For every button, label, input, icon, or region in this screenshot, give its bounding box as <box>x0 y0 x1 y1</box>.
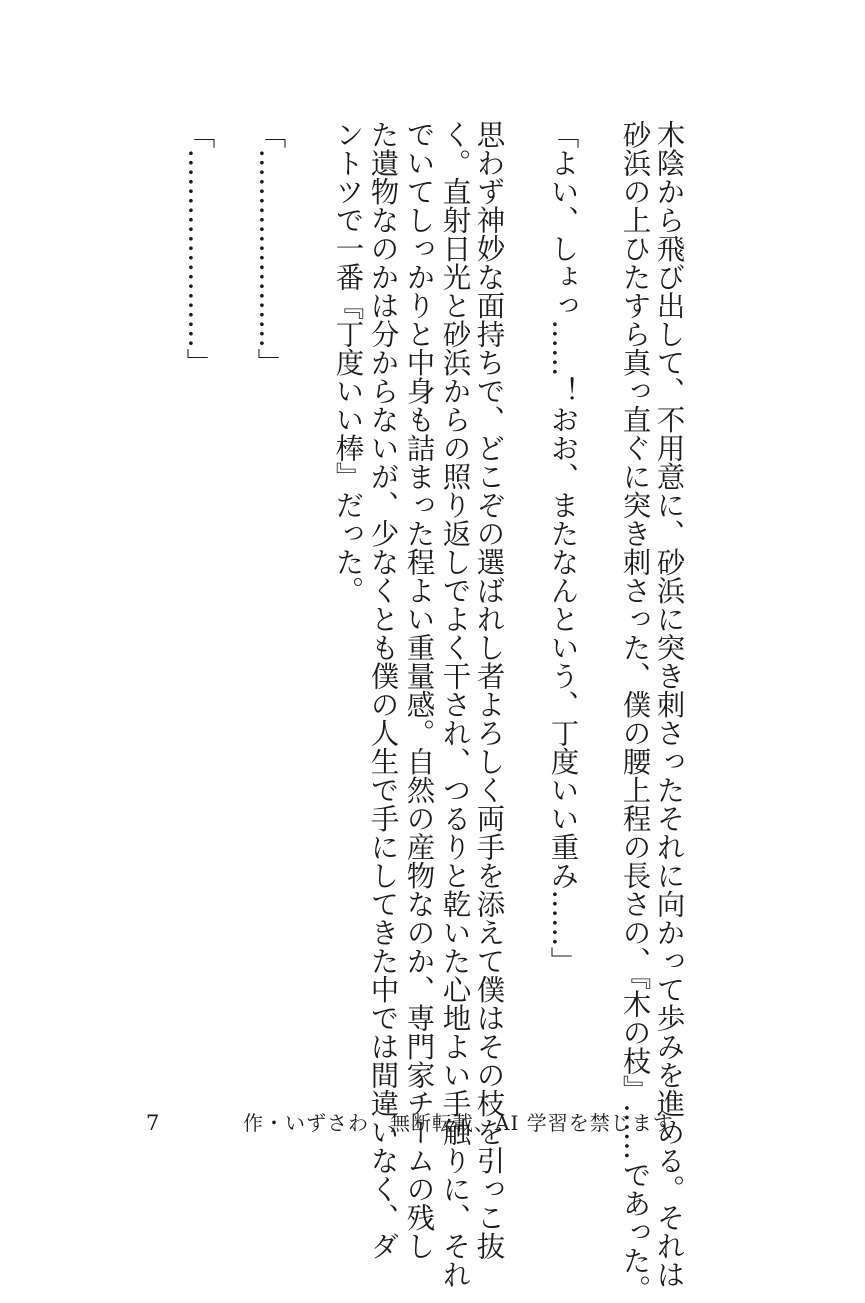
dialogue-column: 「…………………」 <box>253 120 287 377</box>
author-credit: 作・いずさわ 無断転載、AI 学習を禁じます <box>243 1111 674 1135</box>
text-column: く。直射日光と砂浜からの照り返しでよく干され、つるりと乾いた心地よい手触りに、それ <box>438 120 472 1289</box>
dialogue-column: 「よい、しょっ……！おお、またなんという、丁度いい重み……」 <box>546 120 580 975</box>
text-column: でいてしっかりと中身も詰まった程よい重量感。自然の産物なのか、専門家チームの残し <box>402 120 436 1260</box>
text-column: ントツで一番『丁度いい棒』だった。 <box>331 120 365 605</box>
text-column: 砂浜の上ひたすら真っ直ぐに突き刺さった、僕の腰上程の長さの、『木の枝』……であった。 <box>618 120 652 1303</box>
page-number: 7 <box>146 1111 160 1135</box>
page-footer <box>0 1108 865 1138</box>
text-column: た遺物なのかは分からないが、少なくとも僕の人生で手にしてきた中では間違いなく、ダ <box>366 120 400 1260</box>
dialogue-column: 「…………………」 <box>182 120 216 377</box>
text-column: 思わず神妙な面持ちで、どこぞの選ばれし者よろしく両手を添えて僕はその枝を引っこ抜 <box>472 120 506 1260</box>
text-column: 木陰から飛び出して、不用意に、砂浜に突き刺さったそれに向かって歩みを進める。それは <box>652 120 686 1289</box>
